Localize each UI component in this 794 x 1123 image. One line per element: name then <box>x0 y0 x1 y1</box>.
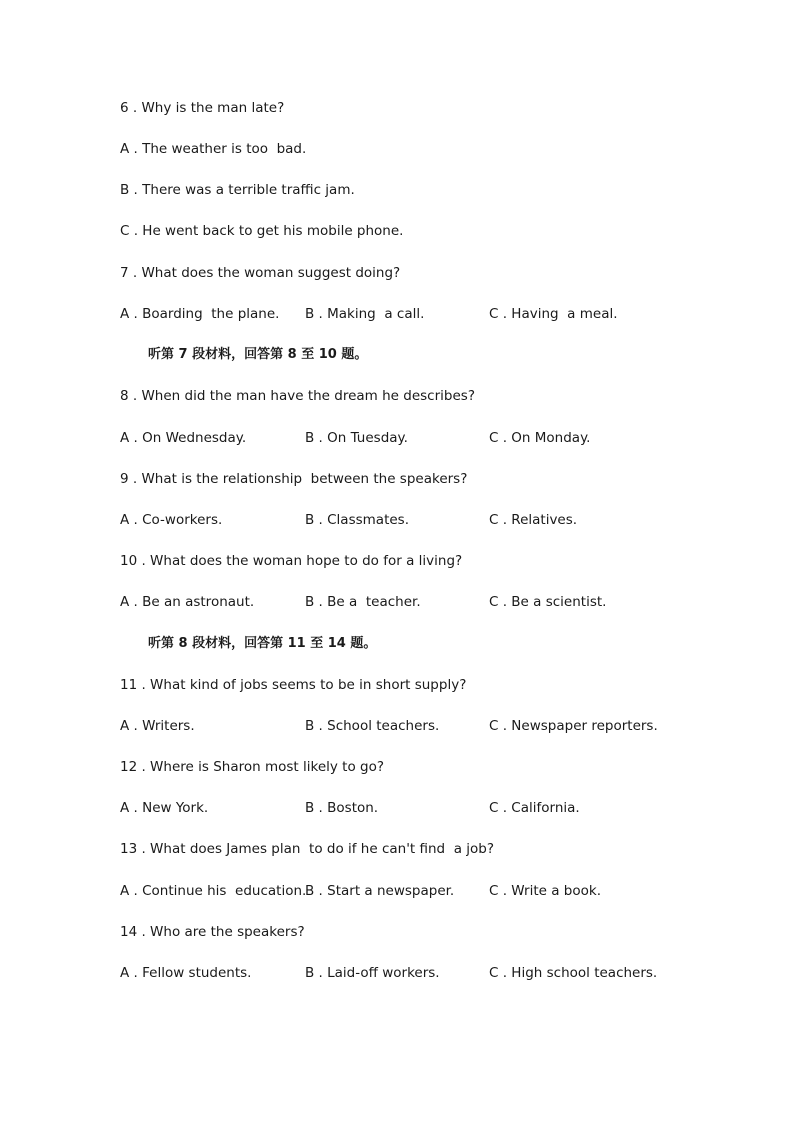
question-6-option-a: A . The weather is too bad. <box>120 141 307 157</box>
section-heading-material-7: 听第 7 段材料，回答第 8 至 10 题。 <box>148 347 368 362</box>
question-11-option-a: A . Writers. <box>120 718 195 734</box>
question-11-option-b: B . School teachers. <box>305 718 440 734</box>
question-10-option-b: B . Be a teacher. <box>305 594 421 610</box>
question-11-option-c: C . Newspaper reporters. <box>489 718 658 734</box>
question-12-stem: 12 . Where is Sharon most likely to go? <box>120 759 384 775</box>
question-13-option-c: C . Write a book. <box>489 883 601 899</box>
question-13-option-a: A . Continue his education. <box>120 883 307 899</box>
question-8-stem: 8 . When did the man have the dream he describes? <box>120 388 475 404</box>
question-9-option-b: B . Classmates. <box>305 512 409 528</box>
question-12-option-b: B . Boston. <box>305 800 379 816</box>
question-8-option-b: B . On Tuesday. <box>305 430 408 446</box>
question-13-option-b: B . Start a newspaper. <box>305 883 455 899</box>
question-14-option-a: A . Fellow students. <box>120 965 252 981</box>
question-10-option-c: C . Be a scientist. <box>489 594 607 610</box>
question-7-stem: 7 . What does the woman suggest doing? <box>120 265 401 281</box>
question-7-option-a: A . Boarding the plane. <box>120 306 280 322</box>
question-8-option-c: C . On Monday. <box>489 430 591 446</box>
question-6-option-c: C . He went back to get his mobile phone. <box>120 223 404 239</box>
question-10-stem: 10 . What does the woman hope to do for a living? <box>120 553 463 569</box>
question-9-option-a: A . Co-workers. <box>120 512 223 528</box>
question-9-stem: 9 . What is the relationship between the speakers? <box>120 471 468 487</box>
question-12-option-a: A . New York. <box>120 800 209 816</box>
question-12-option-c: C . California. <box>489 800 580 816</box>
question-9-option-c: C . Relatives. <box>489 512 578 528</box>
question-7-option-c: C . Having a meal. <box>489 306 618 322</box>
question-7-option-b: B . Making a call. <box>305 306 425 322</box>
question-14-option-c: C . High school teachers. <box>489 965 658 981</box>
question-14-option-b: B . Laid-off workers. <box>305 965 440 981</box>
question-6-stem: 6 . Why is the man late? <box>120 100 285 116</box>
question-10-option-a: A . Be an astronaut. <box>120 594 255 610</box>
question-14-stem: 14 . Who are the speakers? <box>120 924 305 940</box>
section-heading-material-8: 听第 8 段材料，回答第 11 至 14 题。 <box>148 636 377 651</box>
question-6-option-b: B . There was a terrible traffic jam. <box>120 182 355 198</box>
question-8-option-a: A . On Wednesday. <box>120 430 247 446</box>
question-13-stem: 13 . What does James plan to do if he can't find a job? <box>120 841 495 857</box>
question-11-stem: 11 . What kind of jobs seems to be in short supply? <box>120 677 467 693</box>
